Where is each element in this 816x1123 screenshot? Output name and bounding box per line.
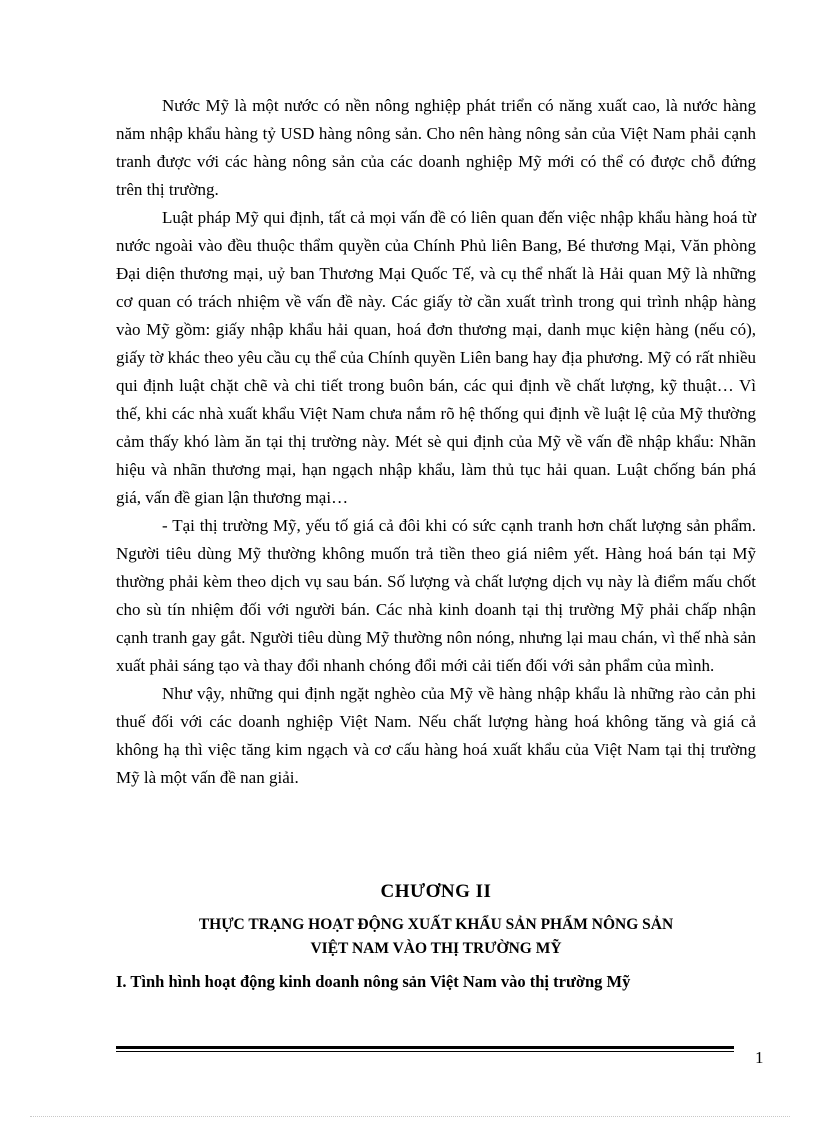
page-edge-divider xyxy=(30,1116,790,1117)
paragraph-conclusion: Như vậy, những qui định ngặt nghèo của Mỹ về hàng nhập khẩu là những rào cản phi thuế đối với các doanh nghiệp Việt Nam. Nếu chất lượng hàng hoá không tăng và giá cả không hạ thì việc tăng kim ngạch và cơ cấu hàng hoá xuất khẩu của Việt Nam tại thị trường Mỹ là một vấn đề nan giải. xyxy=(116,684,756,787)
section-heading: I. Tình hình hoạt động kinh doanh nông sản Việt Nam vào thị trường Mỹ xyxy=(116,972,631,991)
chapter-title xyxy=(116,913,756,961)
paragraph-us-import-law: Luật pháp Mỹ qui định, tất cả mọi vấn đề có liên quan đến việc nhập khẩu hàng hoá từ nước ngoài vào đều thuộc thẩm quyền của Chính Phủ liên Bang, Bé thương Mại, Văn phòng Đại diện thương mại, uỷ ban Thương Mại Quốc Tế, và cụ thể nhất là Hải quan Mỹ là những cơ quan có trách nhiệm về vấn đề này. Các giấy tờ cần xuất trình trong qui trình nhập hàng vào Mỹ gồm: giấy nhập khẩu hải quan, hoá đơn thương mại, danh mục kiện hàng (nếu có), giấy tờ khác theo yêu cầu cụ thể của Chính quyền Liên bang hay địa phương. Mỹ có rất nhiều qui định luật chặt chẽ và chi tiết trong buôn bán, các qui định về chất lượng, kỹ thuật… Vì thế, khi các nhà xuất khẩu Việt Nam chưa nắm rõ hệ thống qui định về luật lệ của Mỹ thường cảm thấy khó làm ăn tại thị trường này. Mét sè qui định của Mỹ về vấn đề nhập khẩu: Nhãn hiệu và nhãn thương mại, hạn ngạch nhập khẩu, làm thủ tục hải quan. Luật chống bán phá giá, vấn đề gian lận thương mại… xyxy=(116,208,756,507)
chapter-header xyxy=(116,879,756,961)
chapter-title-line-2: VIỆT NAM VÀO THỊ TRƯỜNG MỸ xyxy=(310,940,562,957)
footer-rule-thin xyxy=(116,1051,734,1052)
page-number: 1 xyxy=(755,1048,764,1067)
paragraph-us-agriculture: Nước Mỹ là một nước có nền nông nghiệp phát triển có năng xuất cao, là nước hàng năm nhập khẩu hàng tỷ USD hàng nông sản. Cho nên hàng nông sản của Việt Nam phải cạnh tranh được với các hàng nông sản của các doanh nghiệp Mỹ mới có thể có được chỗ đứng trên thị trường. xyxy=(116,96,756,199)
paragraph-us-market-price: - Tại thị trường Mỹ, yếu tố giá cả đôi khi có sức cạnh tranh hơn chất lượng sản phẩm. Người tiêu dùng Mỹ thường không muốn trả tiền theo giá niêm yết. Hàng hoá bán tại Mỹ thường phải kèm theo dịch vụ sau bán. Số lượng và chất lượng dịch vụ này là điểm mấu chốt cho sù tín nhiệm đối với người bán. Các nhà kinh doanh tại thị trường Mỹ phải chấp nhận cạnh tranh gay gắt. Người tiêu dùng Mỹ thường nôn nóng, nhưng lại mau chán, vì thế nhà sản xuất phải sáng tạo và thay đổi nhanh chóng đổi mới cải tiến đối với sản phẩm của mình. xyxy=(116,516,756,675)
chapter-title-line-1: THỰC TRẠNG HOẠT ĐỘNG XUẤT KHẨU SẢN PHẨM NÔNG SẢN xyxy=(198,916,674,933)
body-text xyxy=(116,92,756,792)
footer-rule-thick xyxy=(116,1046,734,1049)
chapter-number: CHƯƠNG II xyxy=(380,881,492,902)
